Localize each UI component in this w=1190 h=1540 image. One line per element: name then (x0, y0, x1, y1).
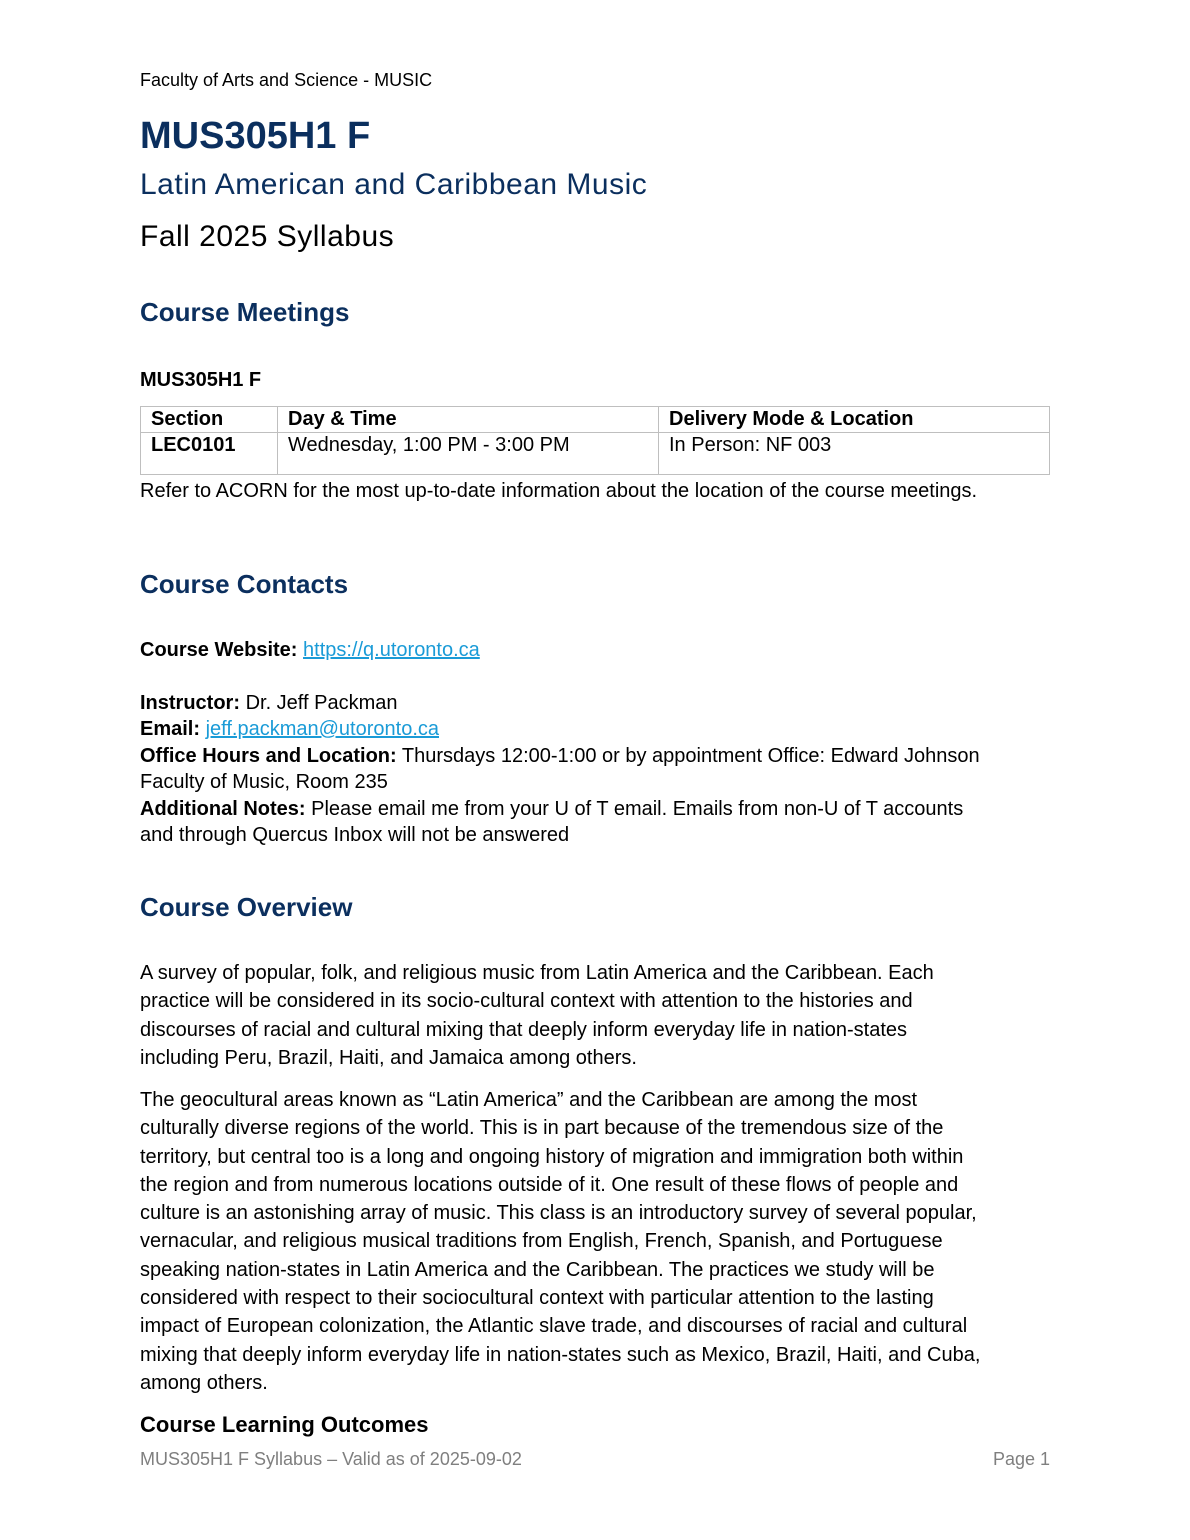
website-link[interactable]: https://q.utoronto.ca (303, 639, 480, 661)
paragraph-line: vernacular, and religious musical traditions from English, French, Spanish, and Portuguese (140, 1230, 943, 1253)
faculty-label: Faculty of Arts and Science - MUSIC (140, 70, 433, 90)
email-link[interactable]: jeff.packman@utoronto.ca (205, 718, 439, 740)
paragraph-line: culturally diverse regions of the world. This is in part because of the tremendous size of the (140, 1117, 944, 1140)
additional-notes-line (140, 796, 963, 823)
footer-validity: MUS305H1 F Syllabus – Valid as of 2025-09-02 (140, 1449, 522, 1469)
course-title: Latin American and Caribbean Music (140, 168, 648, 201)
paragraph-line: mixing that deeply inform everyday life in nation-states such as Mexico, Brazil, Haiti, and Cuba, (140, 1343, 981, 1366)
office-location-text: Faculty of Music, Room 235 (140, 771, 388, 793)
instructor-name: Dr. Jeff Packman (245, 692, 398, 714)
day-time-cell: Wednesday, 1:00 PM - 3:00 PM (278, 433, 659, 475)
instructor-label: Instructor: (140, 692, 240, 714)
website-label: Course Website: (140, 639, 298, 661)
paragraph-line: the region and from numerous locations outside of it. One result of these flows of people and (140, 1173, 959, 1196)
paragraph-line: The geocultural areas known as “Latin America” and the Caribbean are among the most (140, 1089, 918, 1111)
course-code-title: MUS305H1 F (140, 115, 371, 157)
overview-paragraph-1 (140, 959, 1050, 1072)
column-header-location: Delivery Mode & Location (659, 407, 1050, 433)
column-header-day-time: Day & Time (278, 407, 659, 433)
office-hours-line (140, 743, 980, 770)
paragraph-line: including Peru, Brazil, Haiti, and Jamaica among others. (140, 1046, 637, 1069)
office-hours-label: Office Hours and Location: (140, 745, 397, 767)
additional-notes-text-cont: and through Quercus Inbox will not be answered (140, 824, 570, 846)
office-hours-text: Thursdays 12:00-1:00 or by appointment Office: Edward Johnson (401, 745, 980, 767)
email-label: Email: (140, 718, 201, 740)
paragraph-line: A survey of popular, folk, and religious music from Latin America and the Caribbean. Each (140, 962, 934, 984)
term-label: Fall 2025 Syllabus (140, 220, 395, 253)
course-meetings-heading: Course Meetings (140, 297, 350, 327)
additional-notes-text: Please email me from your U of T email. Emails from non-U of T accounts (311, 798, 964, 820)
additional-notes-label: Additional Notes: (140, 798, 306, 820)
paragraph-line: speaking nation-states in Latin America and the Caribbean. The practices we study will be (140, 1258, 935, 1281)
instructor-line (140, 690, 397, 717)
paragraph-line: practice will be considered in its socio-cultural context with attention to the histories and (140, 990, 913, 1013)
course-overview-heading: Course Overview (140, 892, 353, 922)
column-header-section: Section (141, 407, 278, 433)
location-cell: In Person: NF 003 (659, 433, 1050, 475)
paragraph-line: among others. (140, 1371, 268, 1394)
website-line (140, 637, 480, 664)
meetings-table (140, 406, 1050, 475)
acorn-note: Refer to ACORN for the most up-to-date information about the location of the course meetings. (140, 480, 978, 502)
table-header-row (141, 407, 1050, 433)
overview-paragraph-2 (140, 1086, 1050, 1397)
paragraph-line: impact of European colonization, the Atlantic slave trade, and discourses of racial and cultural (140, 1315, 968, 1338)
section-cell: LEC0101 (141, 433, 278, 475)
paragraph-line: territory, but central too is a long and ongoing history of migration and immigration both within (140, 1145, 964, 1168)
email-line (140, 716, 439, 743)
footer-page-number: Page 1 (992, 1449, 1050, 1469)
course-contacts-heading: Course Contacts (140, 569, 349, 599)
paragraph-line: considered with respect to their sociocultural context with particular attention to the lasting (140, 1287, 934, 1310)
table-row (141, 433, 1050, 475)
paragraph-line: discourses of racial and cultural mixing that deeply inform everyday life in nation-states (140, 1018, 908, 1041)
paragraph-line: culture is an astonishing array of music. This class is an introductory survey of several popular, (140, 1202, 977, 1225)
meetings-subheading: MUS305H1 F (140, 369, 262, 391)
learning-outcomes-heading: Course Learning Outcomes (140, 1412, 429, 1437)
